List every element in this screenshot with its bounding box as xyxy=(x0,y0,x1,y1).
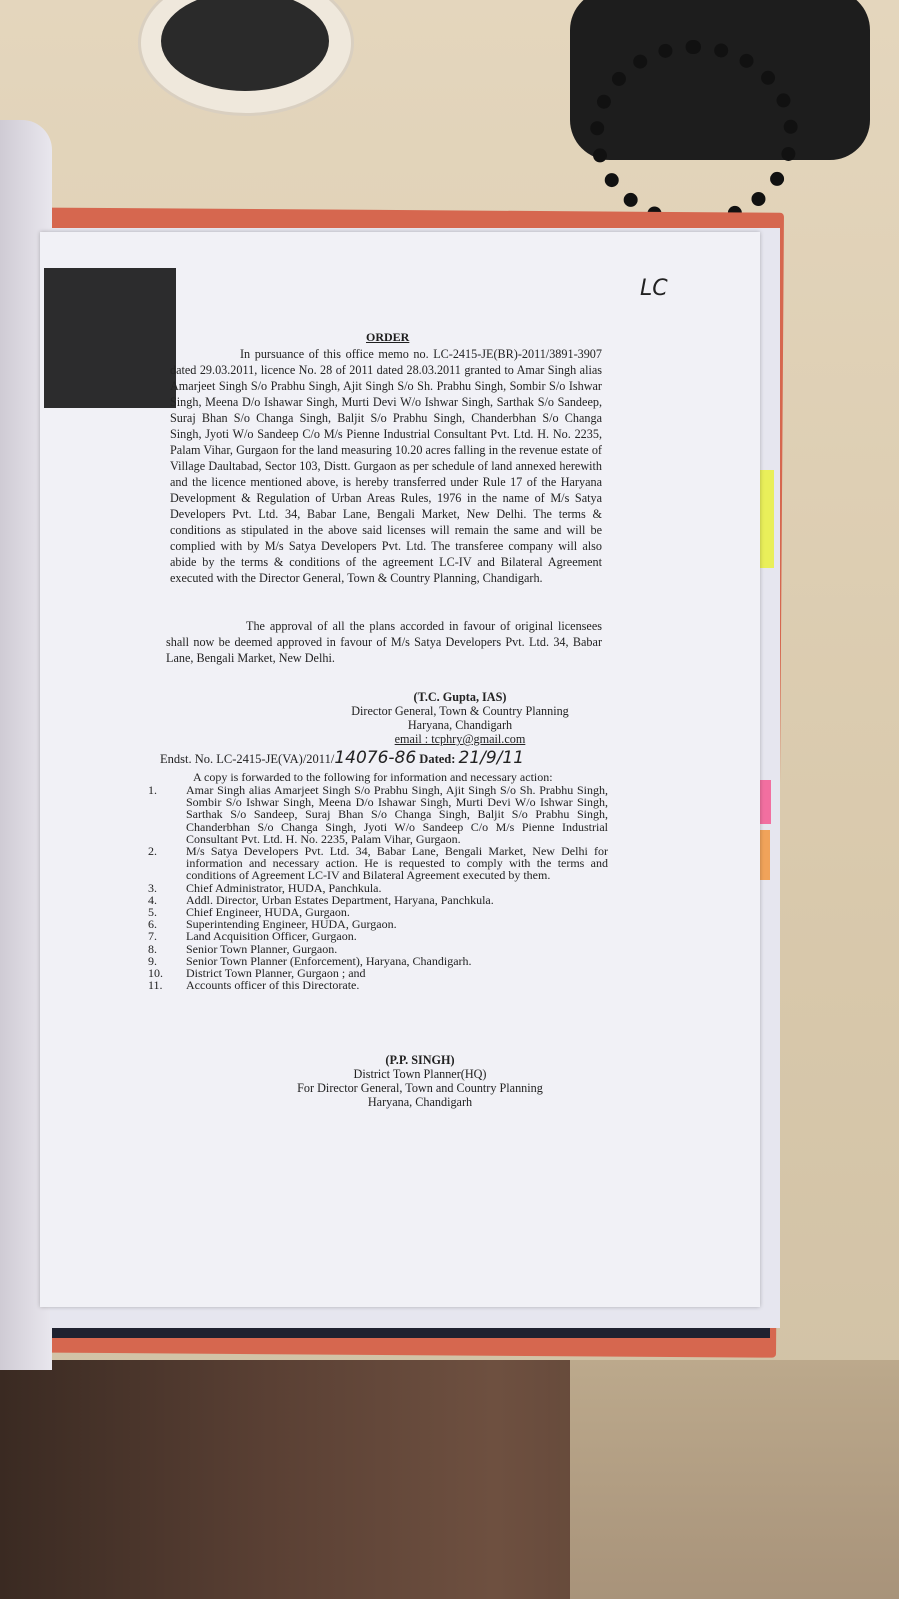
redaction-block xyxy=(44,268,176,408)
list-item xyxy=(148,979,608,991)
sticky-note-pink[interactable] xyxy=(759,780,771,824)
list-number: 8. xyxy=(148,941,157,956)
list-text: Senior Town Planner, Gurgaon. xyxy=(186,941,338,956)
page-title: ORDER xyxy=(366,330,410,344)
list-item xyxy=(148,882,608,894)
signatory-designation: Director General, Town & Country Planning xyxy=(351,704,569,718)
list-number: 6. xyxy=(148,917,157,932)
list-text: Accounts officer of this Directorate. xyxy=(186,978,360,993)
list-item xyxy=(148,930,608,942)
list-number: 7. xyxy=(148,929,157,944)
list-text: Chief Administrator, HUDA, Panchkula. xyxy=(186,880,382,895)
copy-list xyxy=(148,784,608,991)
endorsement-label: Endst. No. LC-2415-JE(VA)/2011/ xyxy=(160,752,335,766)
dated-label: Dated: xyxy=(416,752,459,766)
list-number: 2. xyxy=(148,844,157,859)
signature-block-dg xyxy=(340,690,580,746)
list-number: 1. xyxy=(148,783,157,797)
endorsement-number: 14076-86 xyxy=(334,748,417,768)
list-item xyxy=(148,784,608,845)
endorsement-line xyxy=(160,748,524,768)
telephone-cord xyxy=(590,40,798,228)
pen-holder-opening xyxy=(161,0,329,91)
list-text: Addl. Director, Urban Estates Department, Haryana, Panchkula. xyxy=(186,892,494,907)
list-number: 11. xyxy=(148,978,163,993)
list-number: 4. xyxy=(148,892,157,907)
list-text: District Town Planner, Gurgaon ; and xyxy=(186,966,366,981)
signature-block-dtp xyxy=(280,1053,560,1109)
signatory2-name: (P.P. SINGH) xyxy=(385,1053,455,1067)
order-paragraph-2: The approval of all the plans accorded in favour of original licensees shall now be deemed approved in favour of M/s Satya Developers Pvt. Ltd. 34, Babar Lane, Bengali Market, New Delhi. xyxy=(166,619,602,665)
signatory2-for: For Director General, Town and Country Planning xyxy=(297,1081,543,1095)
list-number: 9. xyxy=(148,953,157,968)
signatory-email: email : tcphry@gmail.com xyxy=(394,732,526,746)
order-paragraph-1: In pursuance of this office memo no. LC-2415-JE(BR)-2011/3891-3907 dated 29.03.2011, licence No. 28 of 2011 dated 28.03.2011 granted to Amar Singh alias Amarjeet Singh S/o Prabhu Singh, Ajit Singh S/o Sh. Prabhu Singh, Sombir S/o Ishwar Singh, Meena D/o Ishawar Singh, Murti Devi W/o Ishwar Singh, Sarthak S/o Sandeep, Suraj Bhan S/o Changa Singh, Baljit S/o Prabhu Singh, Chanderbhan S/o Changa Singh, Jyoti W/o Sandeep C/o M/s Pienne Industrial Consultant Pvt. Ltd. H. No. 2235, Palam Vihar, Gurgaon for the land measuring 10.20 acres falling in the revenue estate of Village Daultabad, Sector 103, Distt. Gurgaon as per schedule of land annexed herewith and the licence mentioned above, is hereby transferred under Rule 17 of the Haryana Development & Regulation of Urban Areas Rules, 1976 in the name of M/s Satya Developers Pvt. Ltd. 34, Babar Lane, Bengali Market, New Delhi. The terms & conditions as stipulated in the above said licenses will remain the same and will be complied with by M/s Satya Developers Pvt. Ltd. The transferee company will also abide by the terms & conditions of the agreement LC-IV and Bilateral Agreement executed with the Director General, Town & Country Planning, Chandigarh. xyxy=(170,347,602,585)
corner-handwritten-mark: LC xyxy=(640,276,668,301)
signatory2-designation: District Town Planner(HQ) xyxy=(353,1067,487,1081)
signatory-place: Haryana, Chandigarh xyxy=(407,718,513,732)
list-text: Land Acquisition Officer, Gurgaon. xyxy=(186,929,357,944)
list-item xyxy=(148,845,608,882)
endorsement-date: 21/9/11 xyxy=(458,748,525,768)
list-text: M/s Satya Developers Pvt. Ltd. 34, Babar Lane, Bengali Market, New Delhi for information and necessary action. He is requested to comply with the terms and conditions of Agreement LC-IV and Bilateral Agreement executed by them. xyxy=(186,844,608,883)
list-text: Superintending Engineer, HUDA, Gurgaon. xyxy=(186,917,397,932)
signatory2-place: Haryana, Chandigarh xyxy=(367,1095,473,1109)
list-text: Chief Engineer, HUDA, Gurgaon. xyxy=(186,905,350,920)
list-item xyxy=(148,943,608,955)
copy-intro: A copy is forwarded to the following for information and necessary action: xyxy=(193,770,553,784)
list-number: 3. xyxy=(148,880,157,895)
signatory-name: (T.C. Gupta, IAS) xyxy=(413,690,507,704)
list-text: Amar Singh alias Amarjeet Singh S/o Prabhu Singh, Ajit Singh S/o Sh. Prabhu Singh, Sombir S/o Ishwar Singh, Meena D/o Ishawar Singh, Murti Devi W/o Ishwar Singh, Sarthak S/o Sandeep, Suraj Bhan S/o Changa Singh, Baljit S/o Prabhu Singh, Chanderbhan S/o Changa Singh, Jyoti W/o Sandeep C/o M/s Pienne Industrial Consultant Pvt. Ltd. H. No. 2235, Palam Vihar, Gurgaon. xyxy=(186,783,608,846)
floor-tiles xyxy=(570,1360,899,1599)
list-text: Senior Town Planner (Enforcement), Haryana, Chandigarh. xyxy=(186,953,472,968)
list-number: 5. xyxy=(148,905,157,920)
list-number: 10. xyxy=(148,966,163,981)
